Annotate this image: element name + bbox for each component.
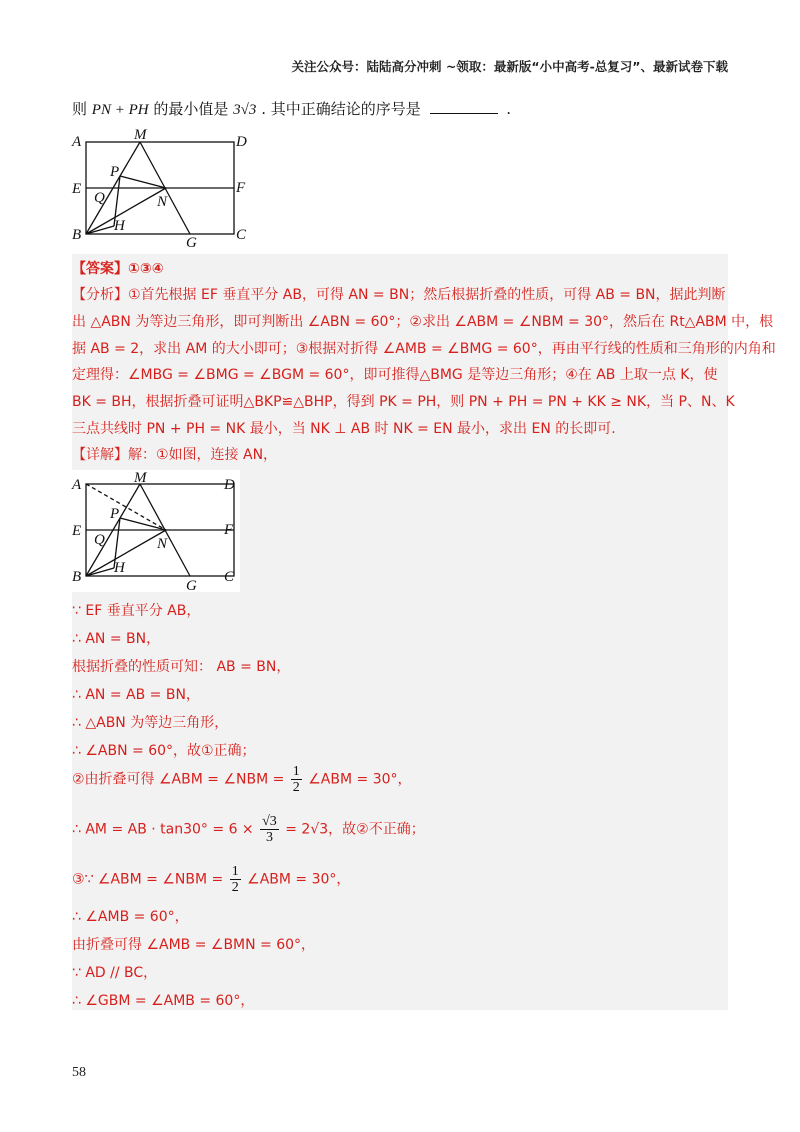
answer-line: 【答案】①③④ (72, 261, 164, 277)
step-after-3: ∵ AD // BC， (72, 965, 158, 981)
question-expr: PN + PH (91, 102, 149, 118)
step-three-lead: ③∵ ∠ABM = ∠NBM = (72, 871, 224, 888)
step-1: ∵ EF 垂直平分 AB， (72, 603, 201, 619)
geometry-figure-2 (70, 470, 240, 592)
step-three-tail: ∠ABM = 30°， (247, 871, 351, 888)
step-fold-abm-tail: ∠ABM = 30°， (308, 771, 412, 788)
label2-H: H (114, 560, 125, 576)
step-3: 根据折叠的性质可知： AB = BN， (72, 659, 291, 675)
question-middle: 的最小值是 (153, 100, 229, 118)
fraction-root3 (260, 814, 279, 845)
fraction-num: √3 (262, 814, 277, 829)
step-2: ∴ AN = BN， (72, 631, 161, 647)
label2-F: F (224, 522, 234, 538)
label-B: B (72, 227, 82, 243)
question-value: 3√3 (233, 102, 257, 118)
label-D: D (236, 134, 247, 150)
geometry-figure-1 (70, 126, 250, 250)
label-P: P (110, 164, 120, 180)
label-G: G (186, 235, 197, 250)
label2-Q: Q (94, 532, 105, 548)
fraction-den: 2 (292, 780, 300, 795)
step-after-1: ∴ ∠AMB = 60°， (72, 909, 189, 925)
label-F: F (236, 180, 246, 196)
label2-C: C (224, 569, 235, 585)
step-fold-abm-lead: ②由折叠可得 ∠ABM = ∠NBM = (72, 771, 285, 788)
analysis-line-2: 出 △ABN 为等边三角形，即可判断出 ∠ABN = 60°；②求出 ∠ABM = ∠NBM = 30°，然后在 Rt△ABM 中，根 (72, 314, 774, 330)
analysis-line-6: 三点共线时 PN + PH = NK 最小，当 NK ⊥ AB 时 NK = EN 最小，求出 EN 的长即可. (72, 421, 616, 437)
step-am-lead: ∴ AM = AB · tan30° = 6 × (72, 821, 254, 838)
fraction-den: 2 (231, 880, 239, 895)
label-Q: Q (94, 190, 105, 206)
answer-blank (430, 101, 498, 114)
step-am-length (72, 814, 425, 845)
fraction-half-2 (230, 864, 241, 895)
analysis-line-3: 据 AB = 2，求出 AM 的大小即可；③根据对折得 ∠AMB = ∠BMG = 60°，再由平行线的性质和三角形的内角和 (72, 341, 776, 357)
step-5: ∴ △ABN 为等边三角形， (72, 715, 229, 731)
step-fold-abm (72, 764, 412, 795)
step-after-4: ∴ ∠GBM = ∠AMB = 60°， (72, 993, 255, 1009)
question-end: . (506, 100, 512, 118)
step-three-abm (72, 864, 350, 895)
analysis-line-1: 【分析】①首先根据 EF 垂直平分 AB，可得 AN = BN；然后根据折叠的性质，可得 AB = BN，据此判断 (72, 287, 726, 303)
analysis-line-4: 定理得：∠MBG = ∠BMG = ∠BGM = 60°，即可推得△BMG 是等边三角形；④在 AB 上取一点 K，使 (72, 367, 718, 383)
label-N: N (157, 194, 168, 210)
step-after-2: 由折叠可得 ∠AMB = ∠BMN = 60°， (72, 937, 316, 953)
label2-B: B (72, 569, 82, 585)
fraction-num: 1 (231, 864, 239, 879)
label-M: M (134, 127, 147, 143)
label-H: H (114, 218, 125, 234)
question-line (72, 98, 511, 119)
label2-D: D (224, 477, 235, 493)
page-header: 关注公众号：陆陆高分冲刺 ~领取：最新版“小中高考-总复习”、最新试卷下载 (291, 59, 728, 74)
label-E: E (72, 181, 82, 197)
label-A: A (72, 134, 82, 150)
label2-E: E (72, 523, 82, 539)
detail-intro: 【详解】解：①如图，连接 AN， (72, 447, 278, 463)
label2-G: G (186, 578, 197, 592)
step-6: ∴ ∠ABN = 60°，故①正确； (72, 743, 256, 759)
page-number: 58 (72, 1065, 86, 1080)
label2-P: P (110, 506, 120, 522)
label2-M: M (134, 470, 147, 486)
step-am-tail: = 2√3，故②不正确； (285, 821, 425, 838)
fraction-num: 1 (292, 764, 300, 779)
step-4: ∴ AN = AB = BN， (72, 687, 200, 703)
label2-A: A (72, 477, 82, 493)
label-C: C (236, 227, 247, 243)
analysis-line-5: BK = BH，根据折叠可证明△BKP≌△BHP，得到 PK = PH，则 PN + PH = PN + KK ≥ NK，当 P、N、K (72, 394, 735, 410)
fraction-half (291, 764, 302, 795)
question-suffix: . 其中正确结论的序号是 (261, 100, 421, 118)
fraction-den: 3 (265, 830, 273, 845)
question-prefix: 则 (72, 100, 88, 118)
label2-N: N (157, 536, 168, 552)
